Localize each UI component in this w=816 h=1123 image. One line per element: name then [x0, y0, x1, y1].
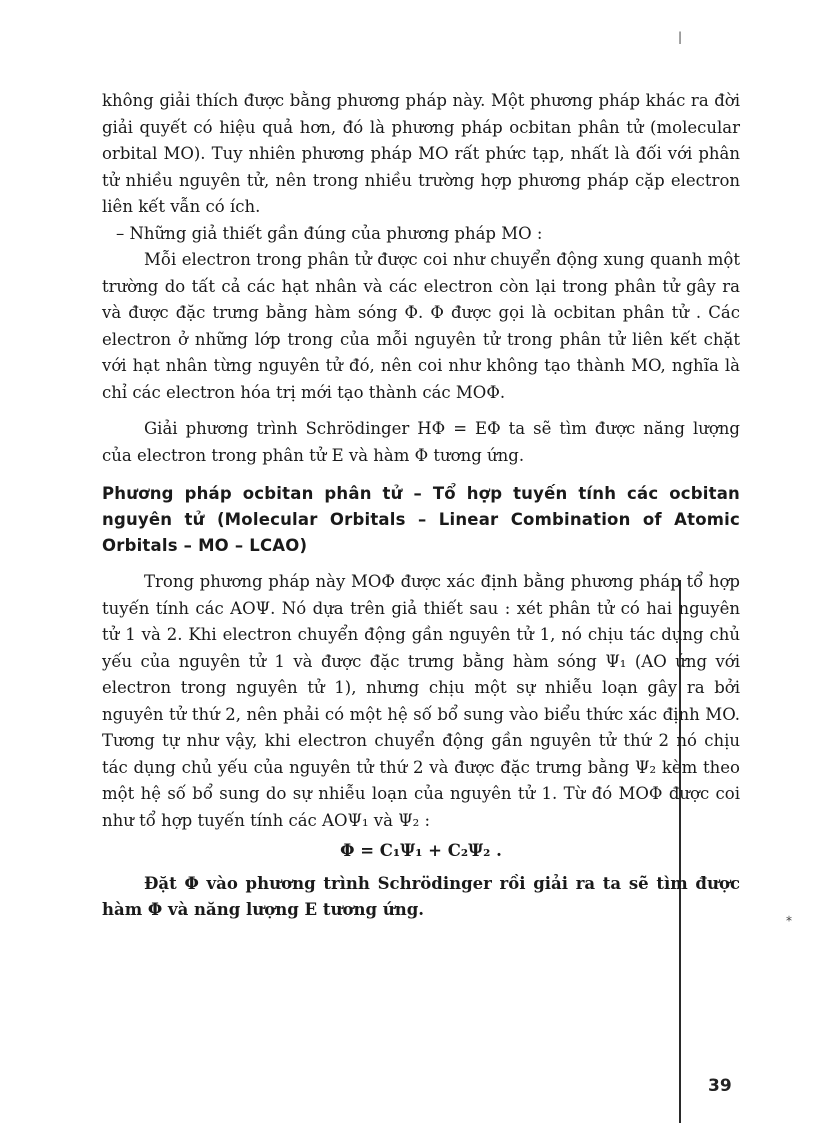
paragraph-assumptions-heading: – Những giả thiết gần đúng của phương pháp MO :	[116, 223, 543, 243]
page-number: 39	[708, 1076, 732, 1096]
paragraph-electron-model: Mỗi electron trong phân tử được coi như chuyển động xung quanh một trường do tất cả các hạt nhân và các electron còn lại trong phân tử gây ra và được đặc trưng bằng hàm sóng Φ. Φ được gọi là ocbitan phân tử . Các electron ở những lớp trong của mỗi nguyên tử trong phân tử liên kết chặt với hạt nhân từng nguyên tử đó, nên coi như không tạo thành MO, nghĩa là chỉ các electron hóa trị mới tạo thành các MOΦ.	[102, 250, 740, 402]
paragraph-conclusion: Đặt Φ vào phương trình Schrödinger rồi giải ra ta sẽ tìm được hàm Φ và năng lượng E tương ứng.	[102, 873, 740, 919]
paragraph-intro: không giải thích được bằng phương pháp này. Một phương pháp khác ra đời giải quyết có hiệu quả hơn, đó là phương pháp ocbitan phân tử (molecular orbital MO). Tuy nhiên phương pháp MO rất phức tạp, nhất là đối với phân tử nhiều nguyên tử, nên trong nhiều trường hợp phương pháp cặp electron liên kết vẫn có ích.	[102, 91, 740, 216]
paragraph-schrodinger: Giải phương trình Schrödinger HΦ = EΦ ta sẽ tìm được năng lượng của electron trong phân tử E và hàm Φ tương ứng.	[102, 419, 740, 465]
section-heading-mo-lcao: Phương pháp ocbitan phân tử – Tổ hợp tuyến tính các ocbitan nguyên tử (Molecular Orbitals – Linear Combination of Atomic Orbitals – MO – LCAO)	[102, 484, 740, 555]
formula-lcao: Φ = C₁Ψ₁ + C₂Ψ₂ .	[340, 841, 502, 860]
scan-artifact-mark: |	[678, 30, 683, 44]
spacer	[102, 406, 740, 416]
paragraph-lcao-method: Trong phương pháp này MOΦ được xác định bằng phương pháp tổ hợp tuyến tính các AOΨ. Nó dựa trên giả thiết sau : xét phân tử có hai nguyên tử 1 và 2. Khi electron chuyển động gần nguyên tử 1, nó chịu tác dụng chủ yếu của nguyên tử 1 và được đặc trưng bằng hàm sóng Ψ₁ (AO ứng với electron trong nguyên tử 1), nhưng chịu một sự nhiễu loạn gây ra bởi nguyên tử thứ 2, nên phải có một hệ số bổ sung vào biểu thức xác định MO. Tương tự như vậy, khi electron chuyển động gần nguyên tử thứ 2 nó chịu tác dụng chủ yếu của nguyên tử thứ 2 và được đặc trưng bằng Ψ₂ kèm theo một hệ số bổ sung do sự nhiễu loạn của nguyên tử 1. Từ đó MOΦ được coi như tổ hợp tuyến tính các AOΨ₁ và Ψ₂ :	[102, 572, 740, 830]
body-text	[102, 88, 740, 924]
scan-artifact-dot: ⁎	[786, 910, 792, 924]
